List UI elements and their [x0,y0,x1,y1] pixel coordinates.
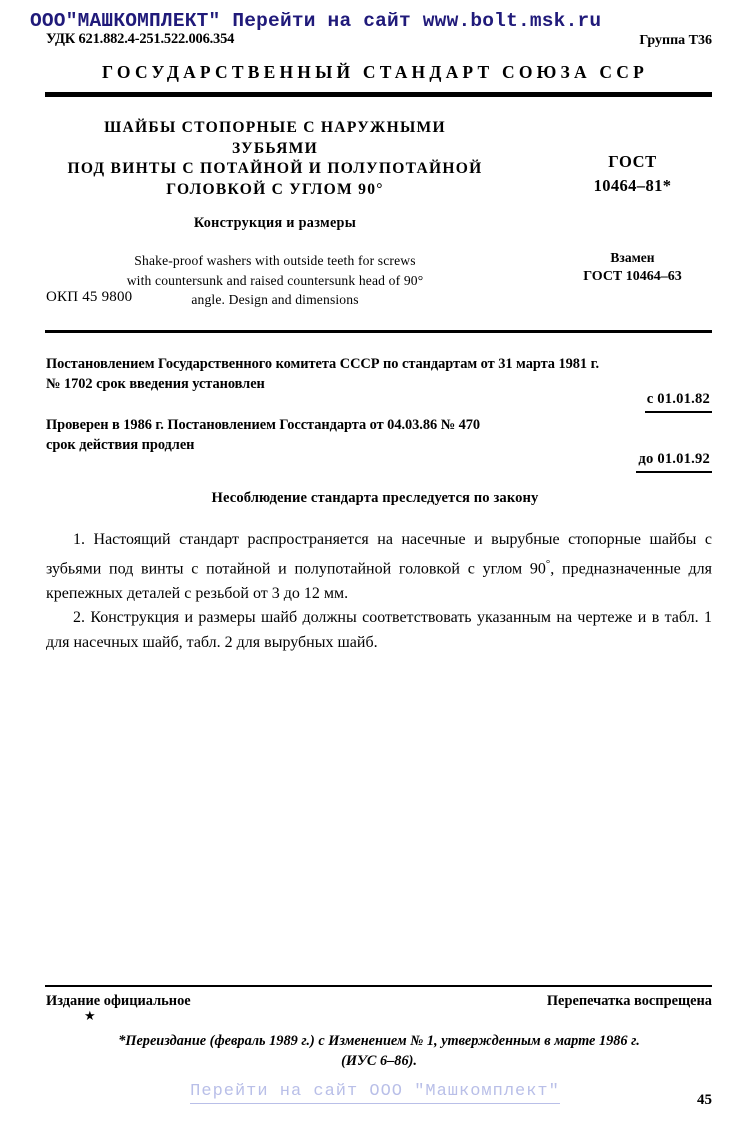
title-subtitle: Конструкция и размеры [193,215,357,231]
standard-label: ГОСТ [608,152,657,171]
body-text [46,528,712,655]
footer-note-line-1: *Переиздание (февраль 1989 г.) с Изменением № 1, утвержденным в марте 1986 г. [118,1033,640,1049]
effective-from-underline [645,411,712,413]
title-english-line-3: angle. Design and dimensions [191,292,359,307]
footer-note [46,1031,712,1071]
title-line-3: ГОЛОВКОЙ С УГЛОМ 90° [166,180,384,198]
replaces-label: Взамен [610,250,655,265]
review-line-1: Проверен в 1986 г. Постановлением Госстандарта от 04.03.86 № 470 [46,417,481,433]
star-icon: ★ [84,1008,96,1023]
decree-paragraph [46,354,712,394]
standard-number-block [540,152,725,196]
footer-edition: Издание официальное [46,993,191,1009]
body-paragraph-2: 2. Конструкция и размеры шайб должны соответствовать указанным на чертеже и в табл. 1 для насечных шайб, табл. 2 для вырубных шайб. [46,609,712,651]
standard-number: 10464–81* [593,176,672,195]
effective-to-block [636,450,712,473]
standard-banner: ГОСУДАРСТВЕННЫЙ СТАНДАРТ СОЮЗА ССР [102,62,648,82]
title-english-line-1: Shake-proof washers with outside teeth for screws [134,253,416,268]
udk-code: УДК 621.882.4-251.522.006.354 [46,31,235,47]
watermark-bottom-text: Перейти на сайт ООО "Машкомплект" [190,1082,560,1104]
page-number: 45 [697,1092,712,1108]
body-paragraph-1-part-1: 1. Настоящий стандарт распространяется на насечные и вырубные стопорные шайбы с зубьями под винты с потайной и полупотайной головкой с углом 90 [46,531,712,578]
compliance-warning: Несоблюдение стандарта преследуется по закону [211,490,539,506]
group-code: Группа Т36 [639,33,712,48]
effective-to-value: до 01.01.92 [638,451,710,467]
header-rule-thick [45,92,712,97]
footer-note-line-2: (ИУС 6–86). [341,1053,417,1069]
decree-line-1: Постановлением Государственного комитета СССР по стандартам от 31 марта 1981 г. [46,356,600,372]
title-block [60,118,490,310]
title-main [60,118,490,200]
replaces-block [540,250,725,285]
degree-symbol: ° [545,558,551,571]
review-paragraph [46,415,712,455]
watermark-top-link[interactable]: ООО"МАШКОМПЛЕКТ" Перейти на сайт www.bolt.msk.ru [30,10,602,32]
title-line-1: ШАЙБЫ СТОПОРНЫЕ С НАРУЖНЫМИ ЗУБЬЯМИ [104,119,446,157]
footer-reprint-notice: Перепечатка воспрещена [546,993,712,1009]
decree-line-2: № 1702 срок введения установлен [46,376,265,392]
section-rule-thin [45,330,712,333]
effective-from-block [645,390,712,413]
footer-rule [45,985,712,987]
review-line-2: срок действия продлен [46,437,195,453]
effective-to-underline [636,471,712,473]
replaces-document: ГОСТ 10464–63 [583,269,682,284]
body-paragraph-1-part-2: , предназначенные для крепежных деталей с резьбой от 3 до 12 мм. [46,560,713,602]
watermark-bottom-link[interactable] [0,1082,750,1101]
effective-from-value: с 01.01.82 [646,391,710,407]
title-english-line-2: with countersunk and raised countersunk head of 90° [126,272,424,288]
title-line-2: ПОД ВИНТЫ С ПОТАЙНОЙ И ПОЛУПОТАЙНОЙ [67,160,483,177]
body-paragraph-1 [46,528,712,606]
okp-code: ОКП 45 9800 [46,289,133,305]
